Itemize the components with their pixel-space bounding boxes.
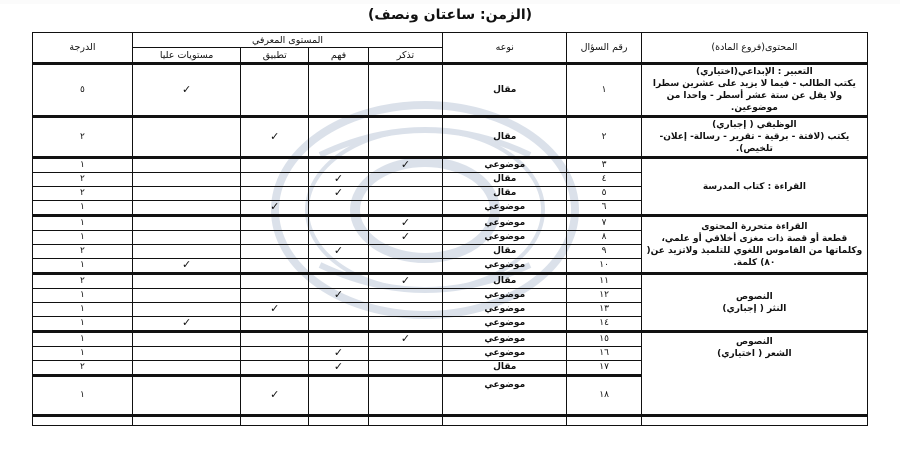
- question-number: ٦: [567, 201, 641, 216]
- apply-cell: [241, 274, 309, 289]
- checkmark-icon: ✓: [181, 258, 192, 271]
- understand-cell: [309, 201, 368, 216]
- header-question-number: رقم السؤال: [567, 33, 641, 64]
- checkmark-icon: ✓: [400, 274, 411, 287]
- remember-cell: [368, 361, 442, 376]
- checkmark-icon: ✓: [400, 158, 411, 171]
- remember-cell: [368, 289, 442, 303]
- content-cell: [641, 274, 867, 332]
- table-row: [33, 158, 868, 173]
- checkmark-icon: ✓: [333, 172, 344, 185]
- score: ١: [33, 216, 133, 231]
- header-cognitive-level: المستوى المعرفي: [132, 33, 442, 48]
- question-number: ٩: [567, 245, 641, 259]
- apply-cell: [241, 347, 309, 361]
- question-type: مقال: [443, 245, 567, 259]
- understand-cell: [309, 274, 368, 289]
- score: ١: [33, 347, 133, 361]
- question-type: موضوعي: [443, 317, 567, 332]
- understand-cell: [309, 64, 368, 117]
- understand-cell: [309, 259, 368, 274]
- question-type: موضوعي: [443, 231, 567, 245]
- higher-cell: [132, 201, 240, 216]
- remember-cell: [368, 117, 442, 158]
- content-cell: [641, 64, 867, 117]
- understand-cell: [309, 317, 368, 332]
- content-cell: [641, 158, 867, 216]
- apply-cell: [241, 187, 309, 201]
- question-number: ١٦: [567, 347, 641, 361]
- content-title: التعبير : الإبداعي(اختياري): [696, 67, 813, 77]
- score: ١: [33, 259, 133, 274]
- higher-cell: [132, 289, 240, 303]
- question-type: [443, 416, 567, 426]
- score: ١: [33, 289, 133, 303]
- higher-cell: [132, 216, 240, 231]
- higher-cell: [132, 117, 240, 158]
- understand-cell: [309, 303, 368, 317]
- higher-cell: [132, 361, 240, 376]
- apply-cell: [241, 158, 309, 173]
- score: ١: [33, 158, 133, 173]
- content-description: الشعر ( اختياري): [717, 349, 792, 359]
- apply-cell: [241, 216, 309, 231]
- content-cell: [641, 332, 867, 416]
- question-type: مقال: [443, 117, 567, 158]
- question-number: [567, 416, 641, 426]
- apply-cell: [241, 416, 309, 426]
- remember-cell: [368, 274, 442, 289]
- table-row: [33, 64, 868, 117]
- score: ٢: [33, 245, 133, 259]
- remember-cell: [368, 332, 442, 347]
- score: ٢: [33, 117, 133, 158]
- remember-cell: [368, 201, 442, 216]
- header-content: المحتوى(فروع المادة): [641, 33, 867, 64]
- higher-cell: [132, 187, 240, 201]
- remember-cell: [368, 64, 442, 117]
- understand-cell: [309, 231, 368, 245]
- content-cell: [641, 416, 867, 426]
- higher-cell: [132, 259, 240, 274]
- question-type: موضوعي: [443, 332, 567, 347]
- question-number: ١٣: [567, 303, 641, 317]
- apply-cell: [241, 173, 309, 187]
- table-row: [33, 117, 868, 158]
- page-top-edge: [0, 0, 900, 4]
- higher-cell: [132, 317, 240, 332]
- remember-cell: [368, 259, 442, 274]
- apply-cell: [241, 201, 309, 216]
- score: [33, 416, 133, 426]
- header-score: الدرجة: [33, 33, 133, 64]
- question-type: موضوعي: [443, 216, 567, 231]
- question-number: ٣: [567, 158, 641, 173]
- table-row-cut: [33, 416, 868, 426]
- score: ١: [33, 231, 133, 245]
- question-type: مقال: [443, 187, 567, 201]
- table-row: [33, 332, 868, 347]
- understand-cell: [309, 117, 368, 158]
- question-number: ١٢: [567, 289, 641, 303]
- checkmark-icon: ✓: [333, 244, 344, 257]
- question-type: مقال: [443, 274, 567, 289]
- score: ١: [33, 376, 133, 416]
- table-row: [33, 274, 868, 289]
- question-number: ١٠: [567, 259, 641, 274]
- understand-cell: [309, 332, 368, 347]
- apply-cell: [241, 259, 309, 274]
- higher-cell: [132, 332, 240, 347]
- remember-cell: [368, 216, 442, 231]
- checkmark-icon: ✓: [400, 230, 411, 243]
- question-type: مقال: [443, 64, 567, 117]
- apply-cell: [241, 245, 309, 259]
- question-number: ١٤: [567, 317, 641, 332]
- understand-cell: [309, 245, 368, 259]
- apply-cell: [241, 303, 309, 317]
- checkmark-icon: ✓: [333, 360, 344, 373]
- remember-cell: [368, 303, 442, 317]
- question-number: ٤: [567, 173, 641, 187]
- score: ١: [33, 201, 133, 216]
- remember-cell: [368, 376, 442, 416]
- checkmark-icon: ✓: [270, 200, 280, 213]
- checkmark-icon: ✓: [270, 302, 280, 315]
- content-title: القراءة متحررة المحتوى: [701, 221, 808, 232]
- apply-cell: [241, 289, 309, 303]
- apply-cell: [241, 231, 309, 245]
- exam-duration-title: (الزمن: ساعتان ونصف): [367, 7, 533, 23]
- content-title: النصوص: [735, 337, 773, 347]
- understand-cell: [309, 187, 368, 201]
- score: ٢: [33, 274, 133, 289]
- higher-cell: [132, 245, 240, 259]
- understand-cell: [309, 416, 368, 426]
- question-number: ٧: [567, 216, 641, 231]
- higher-cell: [132, 347, 240, 361]
- apply-cell: [241, 64, 309, 117]
- question-type: موضوعي: [443, 347, 567, 361]
- score: ٢: [33, 173, 133, 187]
- remember-cell: [368, 158, 442, 173]
- score: ١: [33, 303, 133, 317]
- checkmark-icon: ✓: [333, 288, 344, 301]
- higher-cell: [132, 303, 240, 317]
- question-type: موضوعي: [443, 259, 567, 274]
- exam-specification-table: [32, 32, 868, 426]
- question-number: ١٧: [567, 361, 641, 376]
- content-description: قطعة أو قصة ذات مغزى أخلاقي أو علمي، وكلماتها من القاموس اللغوي للتلميذ ولاتزيد عن( ٨٠) كلمة.: [646, 233, 863, 268]
- question-number: ٢: [567, 117, 641, 158]
- question-number: ٨: [567, 231, 641, 245]
- question-type: موضوعي: [443, 201, 567, 216]
- content-title: الوظيفي ( إجباري): [712, 120, 797, 130]
- content-description: النثر ( إجباري): [722, 303, 787, 314]
- question-number: ١١: [567, 274, 641, 289]
- remember-cell: [368, 347, 442, 361]
- understand-cell: [309, 361, 368, 376]
- content-description: يكتب (لافتة - برقية - تقرير - رسالة- إعلان- تلخيص).: [659, 132, 850, 154]
- header-understand: فهم: [309, 48, 368, 64]
- score: ٢: [33, 187, 133, 201]
- table-body: [33, 64, 868, 426]
- score: ٥: [33, 64, 133, 117]
- header-type: نوعه: [443, 33, 567, 64]
- apply-cell: [241, 117, 309, 158]
- higher-cell: [132, 158, 240, 173]
- understand-cell: [309, 158, 368, 173]
- question-number: ٥: [567, 187, 641, 201]
- understand-cell: [309, 173, 368, 187]
- header-higher-levels: مستويات عليا: [132, 48, 240, 64]
- higher-cell: [132, 376, 240, 416]
- understand-cell: [309, 376, 368, 416]
- content-title: القراءة : كتاب المدرسة: [702, 181, 806, 192]
- checkmark-icon: ✓: [270, 129, 280, 143]
- checkmark-icon: ✓: [400, 332, 411, 345]
- remember-cell: [368, 173, 442, 187]
- remember-cell: [368, 187, 442, 201]
- content-title: النصوص: [735, 291, 773, 302]
- question-type: مقال: [443, 173, 567, 187]
- higher-cell: [132, 274, 240, 289]
- apply-cell: [241, 361, 309, 376]
- header-apply: تطبيق: [241, 48, 309, 64]
- apply-cell: [241, 332, 309, 347]
- header-remember: تذكر: [368, 48, 442, 64]
- understand-cell: [309, 289, 368, 303]
- question-type: موضوعي: [443, 303, 567, 317]
- understand-cell: [309, 216, 368, 231]
- content-description: يكتب الطالب - فيما لا يزيد على عشرين سطرا ولا يقل عن ستة عشر أسطر - واحدا من موضوعين.: [652, 79, 856, 113]
- question-type: موضوعي: [443, 158, 567, 173]
- content-cell: [641, 216, 867, 274]
- apply-cell: [241, 376, 309, 416]
- remember-cell: [368, 416, 442, 426]
- question-number: ١٥: [567, 332, 641, 347]
- remember-cell: [368, 317, 442, 332]
- higher-cell: [132, 416, 240, 426]
- checkmark-icon: ✓: [270, 388, 280, 401]
- question-type: مقال: [443, 361, 567, 376]
- apply-cell: [241, 317, 309, 332]
- remember-cell: [368, 231, 442, 245]
- understand-cell: [309, 347, 368, 361]
- higher-cell: [132, 231, 240, 245]
- score: ١: [33, 317, 133, 332]
- checkmark-icon: ✓: [400, 216, 411, 229]
- question-number: ١: [567, 64, 641, 117]
- checkmark-icon: ✓: [181, 316, 192, 329]
- remember-cell: [368, 245, 442, 259]
- checkmark-icon: ✓: [181, 82, 192, 96]
- content-cell: [641, 117, 867, 158]
- checkmark-icon: ✓: [333, 346, 344, 359]
- question-number: ١٨: [567, 376, 641, 416]
- question-type: موضوعي: [443, 289, 567, 303]
- higher-cell: [132, 173, 240, 187]
- score: ١: [33, 332, 133, 347]
- higher-cell: [132, 64, 240, 117]
- score: ٢: [33, 361, 133, 376]
- checkmark-icon: ✓: [333, 186, 344, 199]
- table-row: [33, 216, 868, 231]
- question-type: موضوعي: [443, 376, 567, 416]
